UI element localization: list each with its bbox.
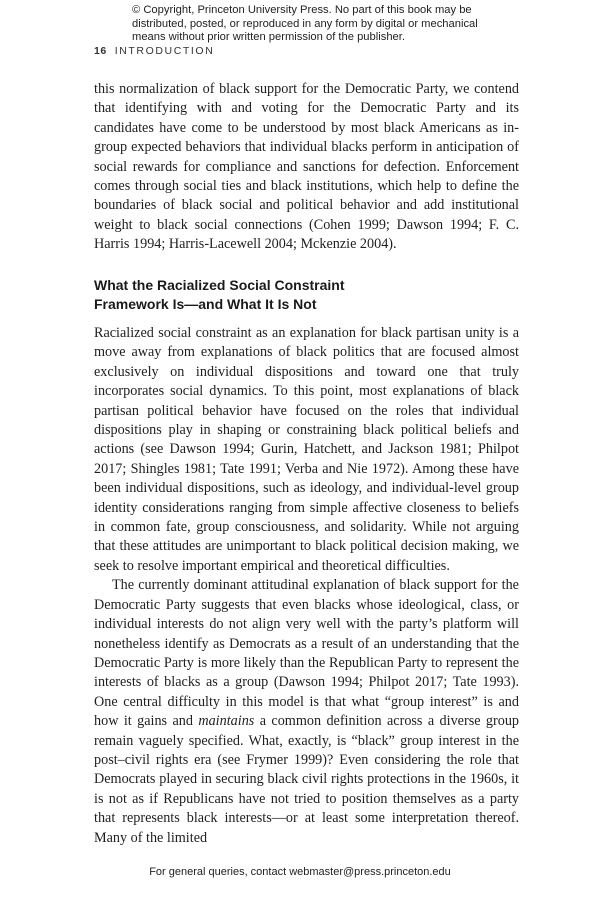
footer-contact: For general queries, contact webmaster@press.princeton.edu bbox=[149, 866, 451, 878]
body-text-section bbox=[94, 324, 519, 848]
running-title: INTRODUCTION bbox=[114, 45, 215, 57]
section-heading-line-2: Framework Is—and What It Is Not bbox=[94, 296, 317, 312]
section-heading bbox=[94, 276, 519, 314]
copyright-line-3: means without prior written permission of the publisher. bbox=[132, 31, 405, 44]
running-head bbox=[94, 45, 214, 57]
paragraph-1: Racialized social constraint as an explanation for black partisan unity is a move away from explanations of black politics that are focused almost exclusively on individual dispositions and toward one that truly incorporates social dynamics. To this point, most explanations of black partisan political behavior have focused on the roles that individual dispositions play in shaping or constraining black political beliefs and actions (see Dawson 1994; Gurin, Hatchett, and Jackson 1981; Philpot 2017; Shingles 1981; Tate 1991; Verba and Nie 1972). Among these have been individual dispositions, such as ideology, and individual-level group identity considerations ranging from simple affective closeness to beliefs in common fate, group consciousness, and solidarity. While not arguing that these attitudes are unimportant to black political decision making, we seek to resolve important empirical and theoretical difficulties. bbox=[94, 325, 519, 574]
page-number: 16 bbox=[94, 45, 107, 57]
copyright-line-1: © Copyright, Princeton University Press. No part of this book may be bbox=[132, 4, 472, 16]
section-heading-line-1: What the Racialized Social Constraint bbox=[94, 277, 345, 293]
copyright-line-2: distributed, posted, or reproduced in any form by digital or mechanical bbox=[132, 17, 478, 30]
paragraph-continued: this normalization of black support for the Democratic Party, we contend that identifying with and voting for the Democratic Party and its candidates have come to be understood by most black Americans as in-group expected behaviors that individual blacks perform in anticipation of social rewards for compliance and sanctions for defection. Enforcement comes through social ties and black institutions, which help to define the boundaries of black social and political behavior and add institutional weight to black social connections (Cohen 1999; Dawson 1994; F. C. Harris 1994; Harris-Lacewell 2004; Mckenzie 2004). bbox=[94, 81, 519, 253]
paragraph-2-text-a: The currently dominant attitudinal explanation of black support for the Democratic Party suggests that even blacks whose ideological, class, or individual interests do not align very well with the party’s platform will nonetheless identify as Democrats as a result of an understanding that the Democratic Party is more likely than the Republican Party to represent the interests of blacks as a group (Dawson 1994; Philpot 2017; Tate 1993). One central difficulty in this model is that what “group interest” is and how it gains and bbox=[94, 577, 519, 730]
copyright-notice bbox=[132, 4, 492, 45]
paragraph-2 bbox=[94, 576, 519, 848]
paragraph-2-emphasis: maintains bbox=[198, 713, 255, 730]
paragraph-2-text-b: a common definition across a diverse group remain vaguely specified. What, exactly, is “black” group interest in the post–civil rights era (see Frymer 1999)? Even considering the role that Democrats played in securing black civil rights protections in the 1960s, it is not as if Republicans have not tried to position themselves as a party that represents black interests—or at least some interpretation thereof. Many of the limited bbox=[94, 713, 520, 846]
body-text-top bbox=[94, 80, 519, 255]
